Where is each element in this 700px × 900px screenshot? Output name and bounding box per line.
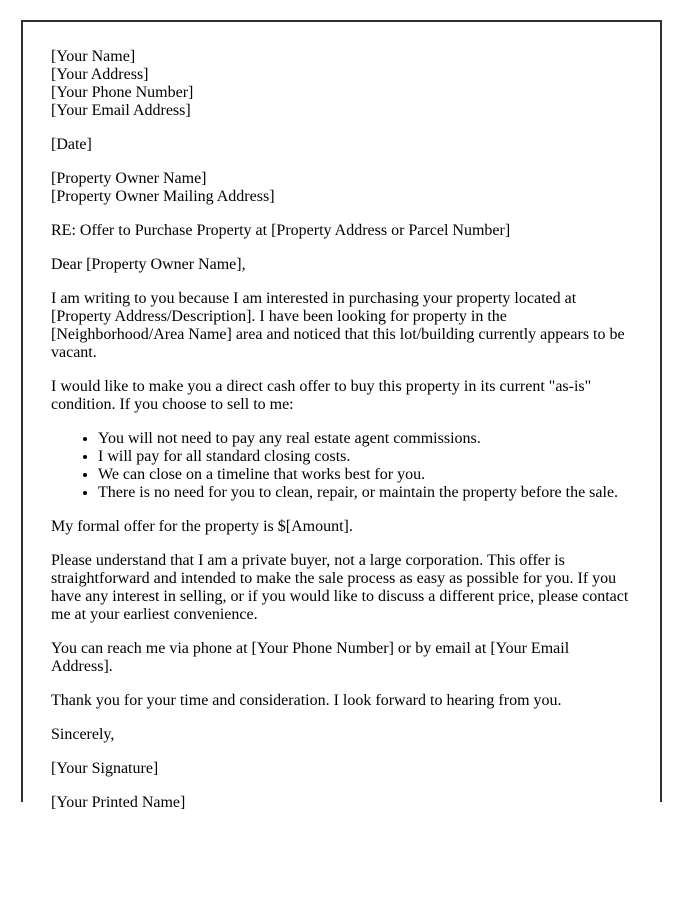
- paragraph-contact: You can reach me via phone at [Your Phone Number] or by email at [Your Email Address].: [51, 640, 570, 675]
- paragraph-offer-intro: I would like to make you a direct cash offer to buy this property in its current "as-is" condition. If you choose to sell to me:: [51, 378, 592, 413]
- recipient-address-block: [51, 170, 632, 206]
- paragraph-offer-amount: My formal offer for the property is $[Amount].: [51, 518, 353, 535]
- paragraph-thanks: Thank you for your time and consideration. I look forward to hearing from you.: [51, 692, 562, 709]
- letter-document: [21, 20, 662, 811]
- sender-name-line: [Your Name]: [51, 48, 136, 65]
- sender-address-block: [51, 48, 632, 120]
- date-line: [Date]: [51, 136, 92, 153]
- paragraph-private-buyer: Please understand that I am a private buyer, not a large corporation. This offer is straightforward and intended to make the sale process as easy as possible for you. If you have any interest in selling, or if you would like to discuss a different price, please contact me at your earliest convenience.: [51, 552, 629, 623]
- subject-line: RE: Offer to Purchase Property at [Property Address or Parcel Number]: [51, 222, 511, 239]
- salutation: Dear [Property Owner Name],: [51, 256, 246, 273]
- sender-address-line: [Your Address]: [51, 66, 149, 83]
- benefit-item: • You will not need to pay any real estate agent commissions.: [98, 430, 632, 448]
- benefit-item: • There is no need for you to clean, repair, or maintain the property before the sale.: [98, 484, 632, 502]
- signature-placeholder: [Your Signature]: [51, 760, 159, 777]
- sender-phone-line: [Your Phone Number]: [51, 84, 194, 101]
- benefit-item: • I will pay for all standard closing costs.: [98, 448, 632, 466]
- recipient-name-line: [Property Owner Name]: [51, 170, 207, 187]
- closing-sincerely: Sincerely,: [51, 726, 115, 743]
- benefits-list: [51, 430, 632, 502]
- paragraph-intro: I am writing to you because I am interested in purchasing your property located at [Property Address/Description]. I have been looking for property in the [Neighborhood/Area Name] area and noticed that this lot/building currently appears to be vacant.: [51, 290, 625, 361]
- benefit-item: • We can close on a timeline that works best for you.: [98, 466, 632, 484]
- recipient-mailing-address-line: [Property Owner Mailing Address]: [51, 188, 275, 205]
- sender-email-line: [Your Email Address]: [51, 102, 191, 119]
- printed-name-placeholder: [Your Printed Name]: [51, 794, 186, 811]
